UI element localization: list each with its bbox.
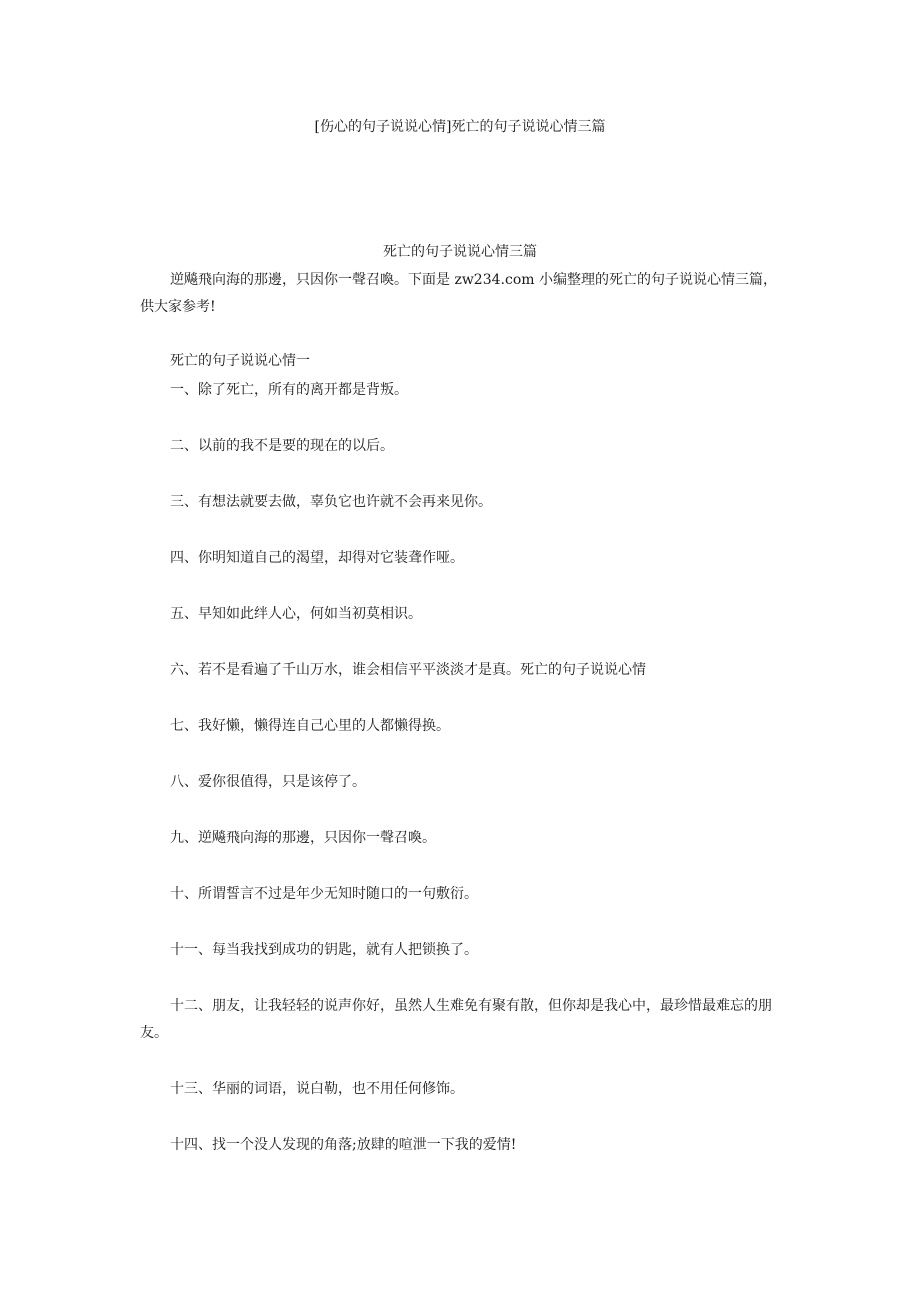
list-item: 十一、每当我找到成功的钥匙，就有人把锁换了。 <box>170 942 478 958</box>
intro-paragraph: 逆飚飛向海的那邊，只因你一聲召喚。下面是 zw234.com 小编整理的死亡的句子说说心情三篇，供大家参考! <box>140 272 777 315</box>
list-item: 二、以前的我不是要的现在的以后。 <box>170 438 394 454</box>
list-item: 十二、朋友，让我轻轻的说声你好，虽然人生难免有聚有散，但你却是我心中，最珍惜最难忘的朋友。 <box>140 998 772 1041</box>
article <box>140 242 780 1188</box>
list-item: 三、有想法就要去做，辜负它也许就不会再来见你。 <box>170 494 492 510</box>
section-title: 死亡的句子说说心情一 <box>170 353 310 369</box>
list-item: 十三、华丽的词语，说白勒，也不用任何修饰。 <box>170 1081 464 1097</box>
list-item: 九、逆飚飛向海的那邊，只因你一聲召喚。 <box>170 830 436 846</box>
list-item: 八、爱你很值得，只是该停了。 <box>170 774 366 790</box>
list-item: 四、你明知道自己的渴望，却得对它装聋作哑。 <box>170 550 464 566</box>
document-title: [伤心的句子说说心情]死亡的句子说说心情三篇 <box>314 119 606 135</box>
list-item: 七、我好懒，懒得连自己心里的人都懒得换。 <box>170 718 450 734</box>
sentence-list <box>140 377 780 1159</box>
list-item: 十四、找一个没人发现的角落;放肆的喧泄一下我的爱情! <box>170 1137 517 1153</box>
list-item: 五、早知如此绊人心，何如当初莫相识。 <box>170 606 422 622</box>
article-title: 死亡的句子说说心情三篇 <box>383 244 537 260</box>
list-item: 一、除了死亡，所有的离开都是背叛。 <box>170 382 408 398</box>
list-item: 十、所谓誓言不过是年少无知时随口的一句敷衍。 <box>170 886 478 902</box>
list-item: 六、若不是看遍了千山万水，谁会相信平平淡淡才是真。死亡的句子说说心情 <box>170 662 646 678</box>
